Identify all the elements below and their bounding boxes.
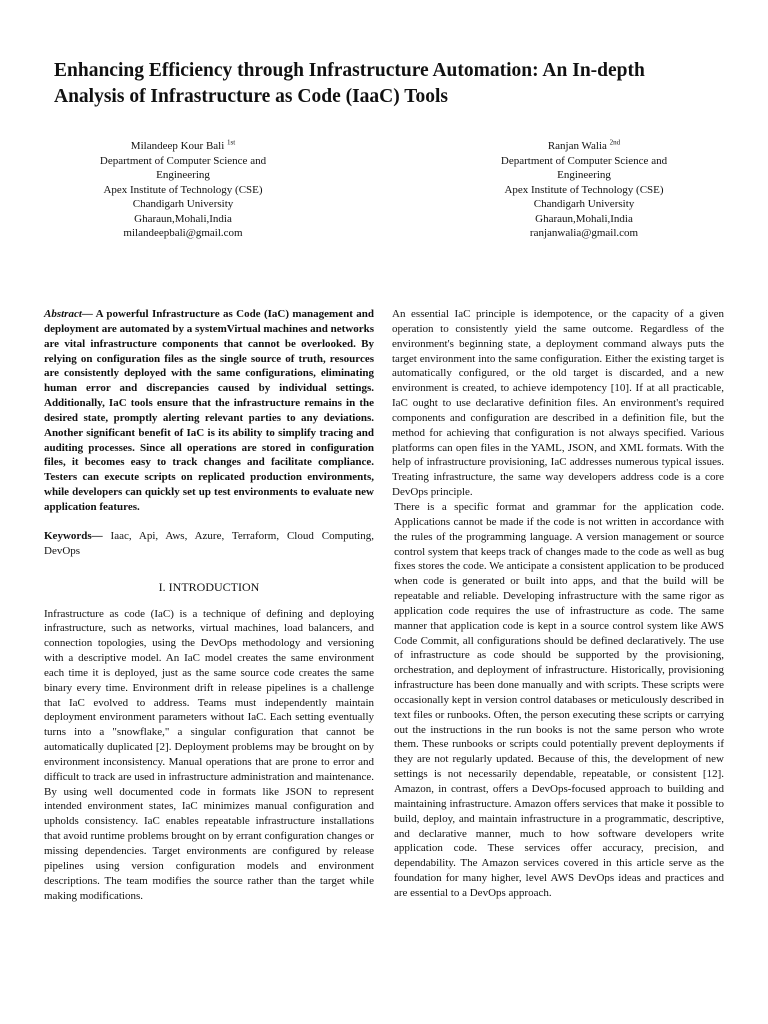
author-block-2 [484,139,684,241]
author-location: Gharaun,Mohali,India [134,212,232,225]
author-dept-2: Engineering [156,169,210,181]
right-column [392,307,724,901]
author-email: milandeepbali@gmail.com [123,227,243,239]
abstract-label: Abstract— [44,308,93,320]
left-column [44,307,374,903]
author-university: Chandigarh University [533,198,635,210]
application-code-paragraph: There is a specific format and grammar for the application code. Applications cannot be made if the code is not written in accordance with the rules of the programming language. A version management or source control system that keeps track of changes made to the code as well as bug fixes stores the code. We anticipate a consistent application to be produced when code is generated or built into apps, and that the build will be repeatable and reliable. Developing infrastructure with the same rigor as application code requires the use of infrastructure as code. The same manner that application code is kept in a source control system like AWS Code Commit, all configurations should be defined declaratively. The use of infrastructure as code should be supported by the provisioning, orchestration, and deployment of infrastructure. Historically, provisioning infrastructure has been done manually and with scripts. These scripts were occasionally kept in version control databases or meticulously described in text files or runbooks. Often, the person executing these scripts or carrying out the instructions in the run books is not the same person who wrote them. These runbooks or scripts could potentially prevent deployments if they are not regularly updated. Because of this, the development of new settings is not necessarily dependable, repeatable, or consistent [12]. Amazon, in contrast, offers a DevOps-focused approach to building and maintaining infrastructure. Amazon offers services that make it possible to build, deploy, and maintain infrastructure in a programmatic, descriptive, and declarative manner, much to how software developers write application code. These services offer accuracy, precision, and dependability. The Amazon services covered in this article serve as the foundation for many higher, level AWS DevOps ideas and practices and are essential to a DevOps approach. [394,500,724,899]
author-institute: Apex Institute of Technology (CSE) [103,183,263,196]
keywords [44,529,374,559]
idempotence-paragraph: An essential IaC principle is idempotence, or the capacity of a given operation to consistently yield the same outcome. Regardless of the environment's beginning state, a deployment command always puts the target environment into the same configuration. Either the existing target is automatically configured, or the old target is discarded, and a new environment is created, to achieve idempotency [10]. If at all practicable, IaC ought to use declarative definition files. An environment's required components and configuration are described in a definition file, but the method for achieving that configuration is not always specified. Various platforms can open files in the YAML, JSON, and XML formats. With the help of infrastructure provisioning, IaC addresses numerous typical issues. Treating infrastructure, the same way developers address code is a core DevOps principle. [392,308,724,499]
author-institute: Apex Institute of Technology (CSE) [504,183,664,196]
abstract [44,307,374,515]
section-heading-introduction: I. INTRODUCTION [158,579,260,594]
author-name: Milandeep Kour Bali $^{1st}$ [130,138,236,152]
author-name: Ranjan Walia $^{2nd}$ [547,138,621,152]
author-dept: Department of Computer Science and [99,154,267,167]
author-location: Gharaun,Mohali,India [535,212,633,225]
author-dept-2: Engineering [557,169,611,181]
keywords-text: Iaac, Api, Aws, Azure, Terraform, Cloud Computing, DevOps [44,529,374,557]
keywords-label: Keywords— [44,529,103,542]
author-university: Chandigarh University [132,198,234,210]
paper-title: Enhancing Efficiency through Infrastructure Automation: An In-depth Analysis of Infrastructure as Code (IaaC) Tools [54,60,645,107]
author-block-1 [83,139,283,241]
abstract-text: A powerful Infrastructure as Code (IaC) management and deployment are automated by a systemVirtual machines and networks are vital infrastructure components that cannot be overlooked. By relying on configuration files as the single source of truth, resources are consistently deployed with the same configurations, eliminating human error and discrepancies caused by individual settings. Additionally, IaC tools ensure that the infrastructure remains in the desired state, promptly alerting relevant parties to any deviations. Another significant benefit of IaC is its ability to simplify tracing and auditing processes. Since all operations are stored in configuration files, it becomes easy to track changes and facilitate compliance. Testers can execute scripts on replicated production environments, while developers can quickly set up test environments to evaluate new application features. [44,308,374,513]
introduction-paragraph: Infrastructure as code (IaC) is a technique of defining and deploying infrastructure, such as networks, virtual machines, load balancers, and connection topologies, using the DevOps methodology and versioning with a descriptive model. An IaC model creates the same environment each time it is deployed, just as the same source code creates the same binary every time. Environment drift in release pipelines is a challenge that IaC evolved to address. Teams must independently maintain deployment environment parameters without IaC. Each setting eventually turns into a "snowflake," a singular configuration that cannot be automatically duplicated [2]. Deployment problems may be brought on by environment inconsistency. Manual operations that are prone to error and difficult to track are used in infrastructure administration and maintenance. By using well documented code in formats like JSON to represent intended environment states, IaC minimizes manual configuration and upholds consistency. IaC enables repeatable infrastructure installations that avoid runtime problems brought on by errant configuration changes or missing dependencies. Target environments are configured by release pipelines using version configuration models and environment descriptions. The team modifies the source rather than the target while making modifications. [44,607,374,902]
author-dept: Department of Computer Science and [500,154,668,167]
author-email: ranjanwalia@gmail.com [529,227,639,239]
